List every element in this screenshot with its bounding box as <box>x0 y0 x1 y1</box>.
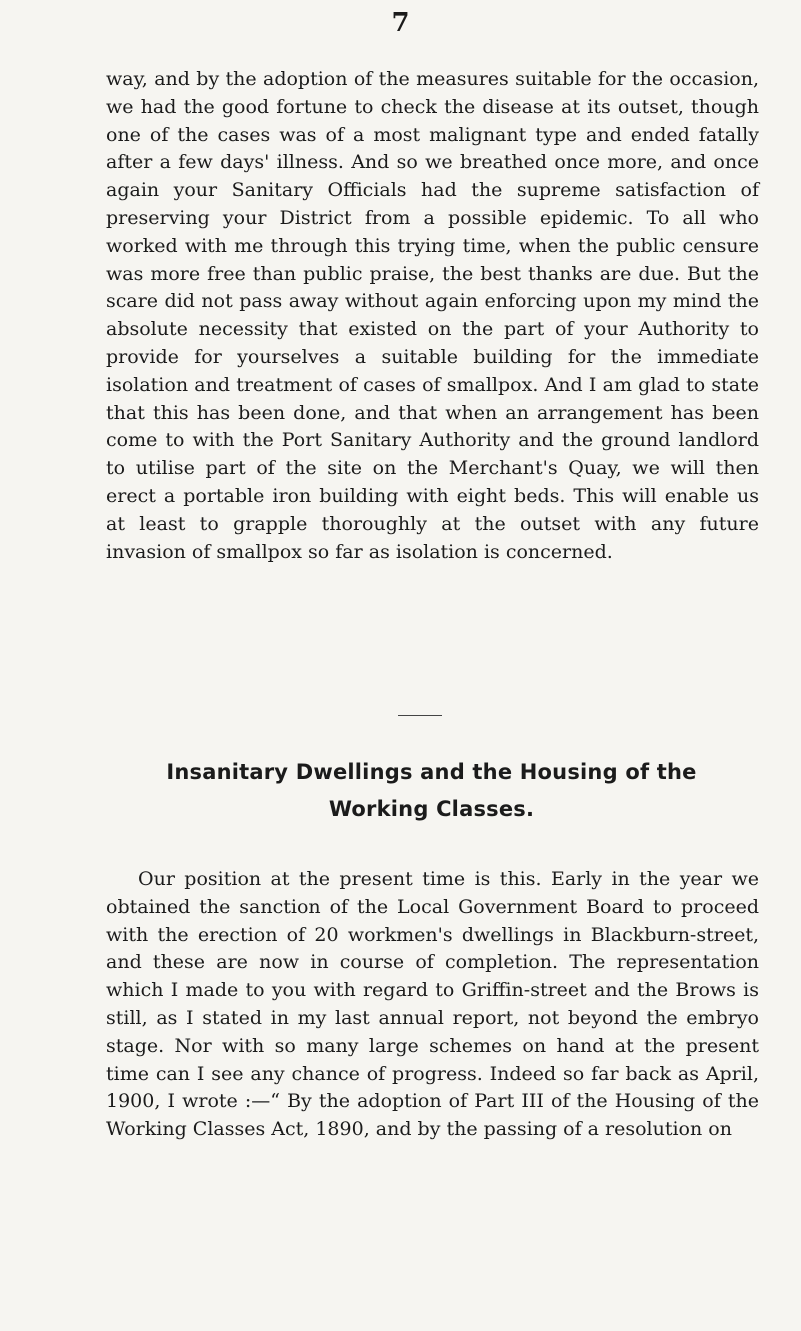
body-paragraph-isolation <box>106 66 759 566</box>
section-heading <box>100 757 763 824</box>
body-paragraph-housing <box>106 866 759 1144</box>
page-number: 7 <box>391 8 410 38</box>
paragraph-text: Our position at the present time is this. Early in the year we obtained the sanction of the Local Government Board to proceed with the erection of 20 workmen's dwellings in Blackburn-street, and these are now in course of completion. The representation which I made to you with regard to Griffin-street and the Brows is still, as I stated in my last annual report, not beyond the embryo stage. Nor with so many large schemes on hand at the present time can I see any chance of progress. Indeed so far back as April, 1900, I wrote :—“ By the adoption of Part III of the Housing of the Working Classes Act, 1890, and by the passing of a resolution on <box>106 868 759 1141</box>
section-heading-line-2: Working Classes. <box>328 797 535 821</box>
section-heading-line-1: Insanitary Dwellings and the Housing of the <box>166 760 697 784</box>
paragraph-text: way, and by the adoption of the measures suitable for the occasion, we had the good fortune to check the disease at its outset, though one of the cases was of a most malignant type and ended fatally after a few days' illness. And so we breathed once more, and once again your Sanitary Officials had the supreme satisfaction of preserving your District from a possible epidemic. To all who worked with me through this trying time, when the public censure was more free than public praise, the best thanks are due. But the scare did not pass away without again enforcing upon my mind the absolute necessity that existed on the part of your Authority to provide for yourselves a suitable building for the immediate isolation and treatment of cases of smallpox. And I am glad to state that this has been done, and that when an arrangement has been come to with the Port Sanitary Authority and the ground landlord to utilise part of the site on the Merchant's Quay, we will then erect a portable iron building with eight beds. This will enable us at least to grapple thoroughly at the outset with any future invasion of smallpox so far as isolation is concerned. <box>106 68 759 563</box>
section-divider <box>398 715 442 716</box>
